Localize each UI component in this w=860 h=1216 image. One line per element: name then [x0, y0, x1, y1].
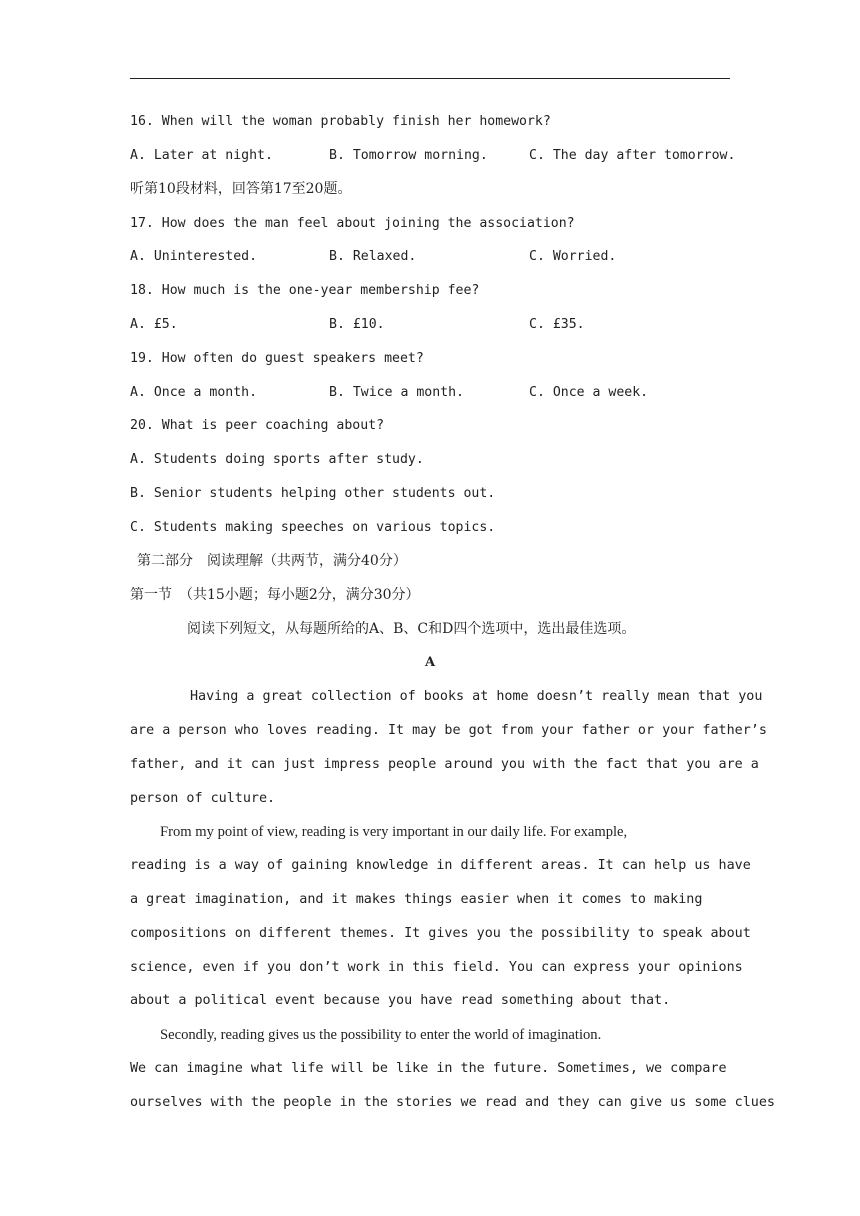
q20-option-c: C. Students making speeches on various topics. — [130, 520, 496, 535]
q19-option-c: C. Once a week. — [529, 385, 649, 400]
q18-option-a: A. £5. — [130, 317, 178, 332]
q17-option-c: C. Worried. — [529, 249, 617, 264]
passage-line: father, and it can just impress people around you with the fact that you are a — [130, 757, 759, 772]
q18-option-b: B. £10. — [329, 317, 385, 332]
passage-label: A — [424, 655, 436, 670]
passage-line: From my point of view, reading is very important in our daily life. For example, — [160, 824, 628, 840]
passage-line: We can imagine what life will be like in the future. Sometimes, we compare — [130, 1061, 727, 1076]
q18-option-c: C. £35. — [529, 317, 585, 332]
part-2-title: 第二部分 阅读理解（共两节，满分40分） — [137, 553, 407, 569]
question-18: 18. How much is the one-year membership fee? — [130, 283, 480, 298]
q20-option-a: A. Students doing sports after study. — [130, 452, 424, 467]
question-20: 20. What is peer coaching about? — [130, 418, 385, 433]
question-17: 17. How does the man feel about joining the association? — [130, 216, 575, 231]
passage-line: science, even if you don’t work in this field. You can express your opinions — [130, 960, 743, 975]
header-rule — [130, 78, 730, 79]
passage-line: reading is a way of gaining knowledge in different areas. It can help us have — [130, 858, 751, 873]
passage-line: are a person who loves reading. It may be got from your father or your father’s — [130, 723, 767, 738]
question-19: 19. How often do guest speakers meet? — [130, 351, 424, 366]
passage-line: compositions on different themes. It gives you the possibility to speak about — [130, 926, 751, 941]
passage-line: person of culture. — [130, 791, 276, 806]
reading-instructions: 阅读下列短文，从每题所给的A、B、C和D四个选项中，选出最佳选项。 — [187, 621, 636, 637]
q19-option-b: B. Twice a month. — [329, 385, 464, 400]
passage-line: Secondly, reading gives us the possibility to enter the world of imagination. — [160, 1027, 602, 1043]
passage-line: about a political event because you have read something about that. — [130, 993, 671, 1008]
q19-option-a: A. Once a month. — [130, 385, 258, 400]
q17-option-a: A. Uninterested. — [130, 249, 258, 264]
section-1-title: 第一节 （共15小题；每小题2分，满分30分） — [130, 587, 420, 603]
section-10-intro: 听第10段材料，回答第17至20题。 — [130, 181, 352, 197]
passage-line: ourselves with the people in the stories we read and they can give us some clues — [130, 1095, 775, 1110]
q16-option-b: B. Tomorrow morning. — [329, 148, 488, 163]
passage-line: a great imagination, and it makes things easier when it comes to making — [130, 892, 703, 907]
passage-line: Having a great collection of books at home doesn’t really mean that you — [190, 689, 763, 704]
q20-option-b: B. Senior students helping other students out. — [130, 486, 496, 501]
q16-option-a: A. Later at night. — [130, 148, 273, 163]
q16-option-c: C. The day after tomorrow. — [529, 148, 736, 163]
question-16: 16. When will the woman probably finish her homework? — [130, 114, 551, 129]
q17-option-b: B. Relaxed. — [329, 249, 417, 264]
